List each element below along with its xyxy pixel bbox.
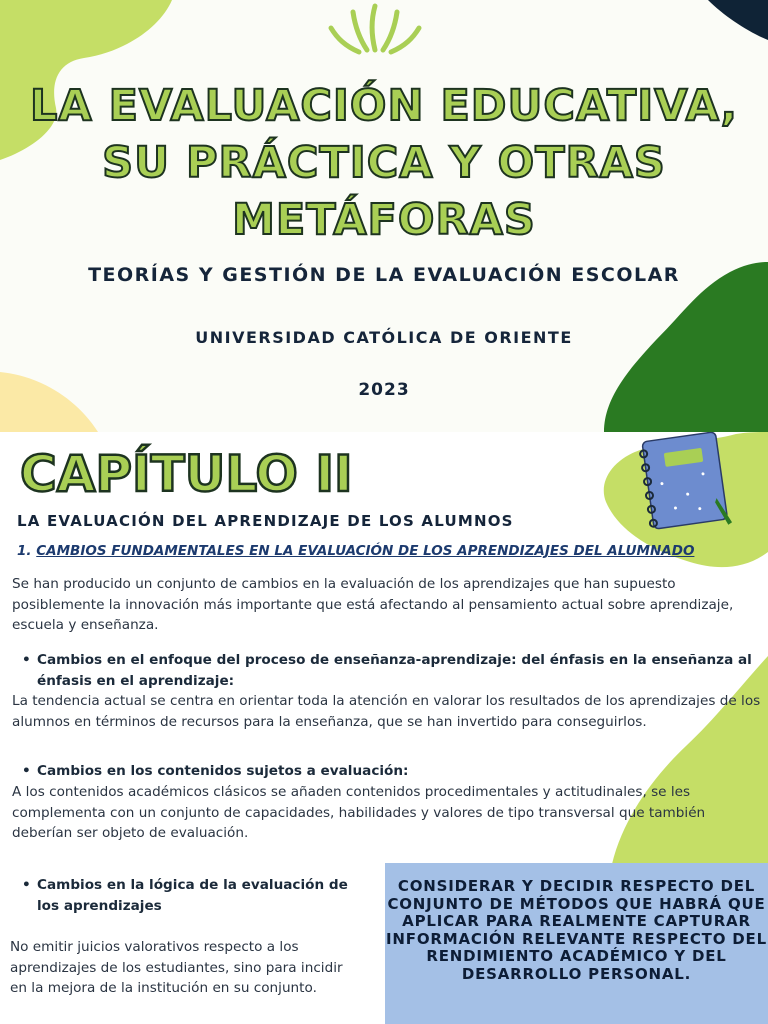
bullet-dot: • <box>22 877 31 893</box>
sparkle-rays-icon <box>315 2 435 62</box>
bullet-paragraph: No emitir juicios valorativos respecto a los aprendizajes de los estudiantes, sino para incidir en la mejora de la institución en su conjunto. <box>10 939 343 997</box>
section-heading: LA EVALUACIÓN DEL APRENDIZAJE DE LOS ALUMNOS <box>17 512 514 530</box>
subheading-text: CAMBIOS FUNDAMENTALES EN LA EVALUACIÓN DE LOS APRENDIZAJES DEL ALUMNADO <box>36 543 695 559</box>
university-name: UNIVERSIDAD CATÓLICA DE ORIENTE <box>195 328 573 347</box>
intro-paragraph: Se han producido un conjunto de cambios en la evaluación de los aprendizajes que han supuesto posiblemente la innovación más importante que está afectando al pensamiento actual sobre aprendizaje, escuela y enseñanza. <box>12 576 734 634</box>
document-title: LA EVALUACIÓN EDUCATIVA, SU PRÁCTICA Y OTRAS METÁFORAS <box>29 81 739 245</box>
bullet-dot: • <box>22 763 31 779</box>
bullet-title: Cambios en el enfoque del proceso de enseñanza-aprendizaje: del énfasis en la enseñanza al énfasis en el aprendizaje: <box>37 652 752 689</box>
chapter-title: CAPÍTULO II <box>20 445 353 503</box>
bullet-paragraph: A los contenidos académicos clásicos se añaden contenidos procedimentales y actitudinales, se les complementa con un conjunto de capacidades, habilidades y valores de tipo transversal que también deberían ser objeto de evaluación. <box>12 784 706 842</box>
bullet-dot: • <box>22 652 31 668</box>
bullet-title: Cambios en los contenidos sujetos a evaluación: <box>37 763 409 779</box>
subheading-number: 1. <box>17 543 32 559</box>
subheading <box>17 543 694 559</box>
document-subtitle: TEORÍAS Y GESTIÓN DE LA EVALUACIÓN ESCOLAR <box>88 264 680 286</box>
bullet-paragraph: La tendencia actual se centra en orientar toda la atención en valorar los resultados de los aprendizajes de los alumnos en términos de recursos para la enseñanza, que se han invertido para conseguirlos. <box>12 693 761 730</box>
notebook-icon <box>638 432 738 538</box>
publication-year: 2023 <box>358 380 410 400</box>
cover-section <box>0 0 768 432</box>
bullet-item <box>22 650 764 691</box>
bullet-item <box>22 761 764 782</box>
bullet-item <box>22 875 370 916</box>
callout-text: CONSIDERAR Y DECIDIR RESPECTO DEL CONJUNTO DE MÉTODOS QUE HABRÁ QUE APLICAR PARA REALMENTE CAPTURAR INFORMACIÓN RELEVANTE RESPECTO DEL RENDIMIENTO ACADÉMICO Y DEL DESARROLLO PERSONAL. <box>386 877 767 983</box>
callout-box <box>385 863 768 1024</box>
bullet-title: Cambios en la lógica de la evaluación de los aprendizajes <box>37 877 348 914</box>
